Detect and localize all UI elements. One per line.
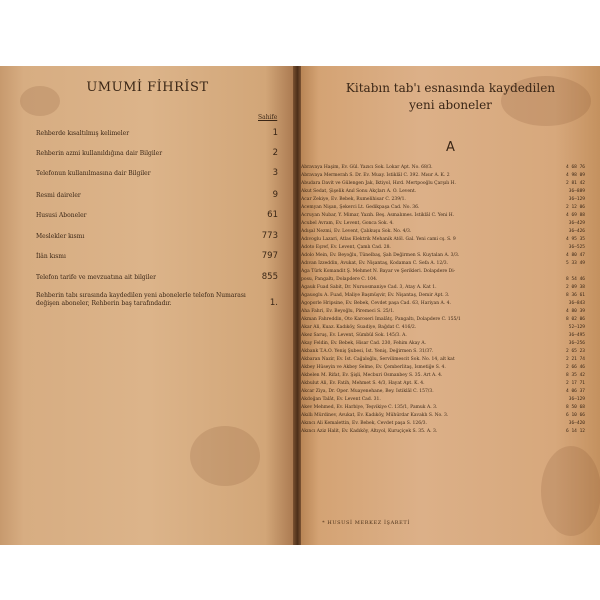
list-item xyxy=(301,380,591,388)
list-item xyxy=(301,236,591,244)
subscriber-text: Akıncı Ali Kemalettin, Ev. Bebek, Cevdet paşa S. 126/3. xyxy=(301,421,427,426)
phone-number: 2 12 06 xyxy=(566,205,585,210)
subscriber-text: Akbelen M. Rifat, Ev. Şişli, Mecburi Osmanbey S. 35. Art A. 4. xyxy=(301,373,443,378)
list-item xyxy=(301,348,591,356)
phone-number: 52—129 xyxy=(568,325,585,330)
phone-number: 36—843 xyxy=(568,301,585,306)
subscriber-text: Akar Ali, Kuaz. Kadıköy, Suadiye, Bağdat C. 416/2. xyxy=(301,325,417,330)
toc-page-number: 1. xyxy=(269,298,278,308)
list-item xyxy=(301,300,591,308)
subscriber-text: Acemyan Nişan, Şekerci Lt. Gedikpaşa Cad. No. 36. xyxy=(301,205,420,210)
subscriber-text: Akez Saruş, Ev. Levent, Sümbül Sok. 145/3. A. xyxy=(301,333,407,338)
subscriber-text: Abravaya Haşim, Ev. Gül. Yazıcı Sok. Lokar Apt. No. 68/3. xyxy=(301,165,433,170)
list-item xyxy=(301,268,591,276)
toc-label: İlân kısmı xyxy=(36,253,66,260)
phone-number: 6 10 66 xyxy=(566,413,585,418)
subscriber-text: posu, Pangaltı, Dolapdere C. 104. xyxy=(301,277,378,282)
toc-label: Meslekler kısmı xyxy=(36,233,85,240)
subscriber-text: Agoporle Hripsine, Ev. Bebek, Cevdet paşa Cad. 63, Hariyan A. 4. xyxy=(301,301,451,306)
list-item xyxy=(301,260,591,268)
phone-number: 2 17 71 xyxy=(566,381,585,386)
subscriber-text: Akbaran Nazir, Ev. İst. Cağaloğlu, Servilimescit Sok. No. 14, alt kat xyxy=(301,357,455,362)
toc-row xyxy=(36,292,278,308)
toc-page-number: 9 xyxy=(272,190,278,200)
phone-number: 36—129 xyxy=(568,397,585,402)
phone-number: 4 80 47 xyxy=(566,253,585,258)
toc-label: Telefonun kullanılmasına dair Bilgiler xyxy=(36,170,151,177)
list-item xyxy=(301,324,591,332)
toc-label: Hususi Aboneler xyxy=(36,212,87,219)
toc-label: Rehberin azmi kullanıldığına dair Bilgiler xyxy=(36,150,163,157)
list-item xyxy=(301,404,591,412)
toc-row xyxy=(36,231,278,241)
toc-page-number: 1 xyxy=(272,128,278,138)
list-item xyxy=(301,284,591,292)
list-item xyxy=(301,340,591,348)
phone-number: 36—256 xyxy=(568,341,585,346)
list-item xyxy=(301,196,591,204)
toc-label: Rehberin tabı sırasında kaydedilen yeni abonelerle telefon Numarası değişen aboneler, Rehberin baş tarafındadır. xyxy=(36,292,246,307)
list-item xyxy=(301,388,591,396)
subscriber-text: Akıncı Aziz Halit, Ev. Kadıköy, Altıyol, Kuruçiçek S. 35. A. 3. xyxy=(301,429,438,434)
list-item xyxy=(301,172,591,180)
list-item xyxy=(301,180,591,188)
new-subscribers-title xyxy=(301,80,600,114)
list-item xyxy=(301,276,591,284)
list-item xyxy=(301,244,591,252)
phone-number: 8 54 46 xyxy=(566,277,585,282)
phone-number: 4 98 09 xyxy=(566,173,585,178)
list-item xyxy=(301,428,591,436)
phone-number: 4 06 37 xyxy=(566,389,585,394)
toc-page-number: 773 xyxy=(261,231,278,241)
list-item xyxy=(301,308,591,316)
toc-row xyxy=(36,128,278,138)
subscriber-text: Aha Fahri, Ev. Beyoğlu, Piremeci S. 25/1. xyxy=(301,309,395,314)
section-letter: A xyxy=(446,140,455,155)
list-item xyxy=(301,396,591,404)
subscriber-text: Acruyan Nubar, Y. Mimar, Yazıh. Beş. Asmalımes. İstiklâl C. Yeni H. xyxy=(301,213,455,218)
subscriber-text: Adışal Nezmi, Ev. Levent, Çalıkuşu Sok. No. 4/3. xyxy=(301,229,412,234)
phone-number: 4 95 35 xyxy=(566,237,585,242)
subscriber-text: Adoto Eşref, Ev. Levent, Çamlı Cad. 28. xyxy=(301,245,391,250)
subscriber-text: Akcar Ziya, Dr. Oper. Muayenehane, Bey. İstiklâl C. 157/3. xyxy=(301,389,434,394)
subscriber-text: Akev Mehmed, Ev. Harbiye, Teşvikiye C. 135/1, Pamuk A. 3. xyxy=(301,405,438,410)
list-item xyxy=(301,220,591,228)
subscriber-text: Akut Sedat, Şişelik Anıl Sonu Akçları A. O. Levent. xyxy=(301,189,417,194)
subscriber-text: Akbank T.A.O. Yeniş Şubesi, İst. Yeniş, Değirmen S. 31/37. xyxy=(301,349,434,354)
list-item xyxy=(301,228,591,236)
list-item xyxy=(301,212,591,220)
phone-number: 36—495 xyxy=(568,333,585,338)
toc-page-number: 855 xyxy=(261,272,278,282)
toc-page-number: 61 xyxy=(267,210,278,220)
toc-row xyxy=(36,210,278,220)
toc-label: Resmi daireler xyxy=(36,192,81,199)
subscriber-text: Adıvoglu Lazari, Atlas Elektrik Mehanik Atöl. Gal. Yeni cami cş. S. 9 xyxy=(301,237,456,242)
phone-number: 2 21 74 xyxy=(566,357,585,362)
list-item xyxy=(301,252,591,260)
subscriber-text: Akman Fahreddin, Oto Karoseri İmalâtç. Pangaltı, Dolapdere C. 155/1 xyxy=(301,317,461,322)
footer-stamp: * HUSUSİ MERKEZ İŞARETİ xyxy=(322,520,410,526)
phone-number: 8 35 42 xyxy=(566,373,585,378)
list-item xyxy=(301,372,591,380)
toc-page-number: 2 xyxy=(272,148,278,158)
subscriber-text: Akay Feldin, Ev. Bebek, Hisar Cad. 230, Fehim Akay A. xyxy=(301,341,427,346)
title-line-2: yeni aboneler xyxy=(409,98,492,112)
subscriber-text: Aga Türk Komandit Ş. Mehmet N. Bayar ve Şerikleri. Dolapdere Di- xyxy=(301,269,456,274)
toc-page-number: 3 xyxy=(272,168,278,178)
toc-row xyxy=(36,251,278,261)
toc-row xyxy=(36,272,278,282)
list-item xyxy=(301,364,591,372)
subscriber-text: Akbey Hüseyin ve Akbey Selme, Ev. Çemberlitaş, İsmetiğe S. 4. xyxy=(301,365,446,370)
phone-number: 2 81 42 xyxy=(566,181,585,186)
list-item xyxy=(301,164,591,172)
phone-number: 36—525 xyxy=(568,245,585,250)
subscriber-text: Adolo Mein, Ev. Beyoğlu, Tünelbaş, Şah Değirmen S. Kuytalan A. 3/3. xyxy=(301,253,460,258)
subscriber-text: Adıvan İzzeddin, Avukat, Ev. Nişantaş, Kodaman C. Sefa A. 12/3. xyxy=(301,261,449,266)
phone-number: 36—429 xyxy=(568,221,585,226)
title-line-1: Kitabın tab'ı esnasında kaydedilen xyxy=(345,81,556,95)
phone-number: 8 50 68 xyxy=(566,405,585,410)
phone-number: 2 66 46 xyxy=(566,365,585,370)
page-column-header: Sahife xyxy=(258,114,278,121)
toc-page-number: 797 xyxy=(261,251,278,261)
toc-label: Rehberde kısaltılmış kelimeler xyxy=(36,130,130,137)
subscriber-text: Abudara Davit ve Gülengen Jak, İktiyol, Hırd. Mertpooğlu Çarşılı H. xyxy=(301,181,456,186)
subscriber-text: Acar Zekiye, Ev. Bebek, Rumelihisar C. 239/1. xyxy=(301,197,406,202)
phone-number: 4 69 88 xyxy=(566,213,585,218)
phone-number: 4 80 39 xyxy=(566,309,585,314)
phone-number: 36—129 xyxy=(568,197,585,202)
list-item xyxy=(301,356,591,364)
subscriber-text: Abravaya Mermerah S. Dr. Ev. Muay. İstiklâl C. 392. Mısır A. K. 2 xyxy=(301,173,450,178)
phone-number: 36—889 xyxy=(568,189,585,194)
list-item xyxy=(301,188,591,196)
index-title: UMUMİ FİHRİST xyxy=(86,80,209,95)
list-item xyxy=(301,412,591,420)
subscriber-text: Agauk Fuad Sabit, Dr. Nuruosmaniye Cad. 3, Atay A. Kat 1. xyxy=(301,285,437,290)
phone-number: 5 33 49 xyxy=(566,261,585,266)
toc-row xyxy=(36,190,278,200)
subscriber-text: Akbulut Ali, Ev. Fatih, Mehmet S. 4/3, Hayat Apt. K. 4. xyxy=(301,381,425,386)
subscriber-text: Agauoglu A. Fuad, Maliye Başmüşvir, Ev. Nişantaş, Demir Apt. 3. xyxy=(301,293,450,298)
phone-number: 36—426 xyxy=(568,229,585,234)
toc-row xyxy=(36,168,278,178)
subscriber-text: Acubel Avram, Ev. Levent, Gonca Sok. 4. xyxy=(301,221,394,226)
list-item xyxy=(301,420,591,428)
phone-number: 4 68 76 xyxy=(566,165,585,170)
list-item xyxy=(301,332,591,340)
subscriber-text: Akıllı Mürdinev, Avukat, Ev. Kadıköy, Mühürdar Kavaklı S. No. 3. xyxy=(301,413,449,418)
phone-number: 8 36 61 xyxy=(566,293,585,298)
phone-number: 36—420 xyxy=(568,421,585,426)
phone-number: 6 14 12 xyxy=(566,429,585,434)
list-item xyxy=(301,316,591,324)
list-item xyxy=(301,204,591,212)
toc-row xyxy=(36,148,278,158)
phone-number: 2 09 38 xyxy=(566,285,585,290)
phone-number: 8 02 06 xyxy=(566,317,585,322)
subscriber-text: Akdoğan Talât, Ev. Levent Cad. 31. xyxy=(301,397,381,402)
list-item xyxy=(301,292,591,300)
phone-number: 2 65 23 xyxy=(566,349,585,354)
toc-label: Telefon tarife ve mevzuatına ait bilgiler xyxy=(36,274,156,281)
subscriber-list xyxy=(301,164,591,436)
